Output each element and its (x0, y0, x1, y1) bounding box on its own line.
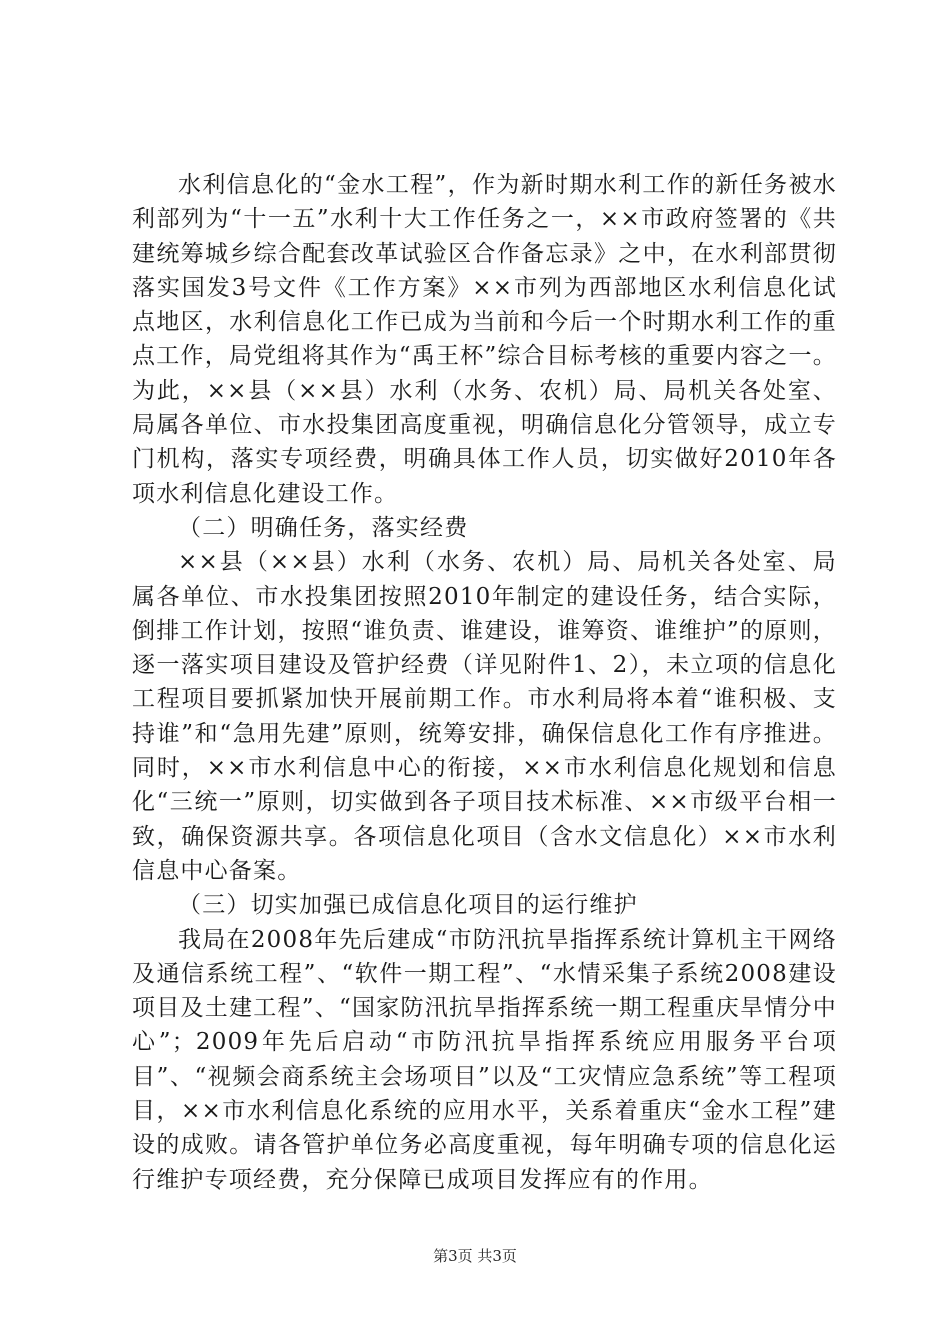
paragraph-intro: 水利信息化的“金水工程”，作为新时期水利工作的新任务被水利部列为“十一五”水利十大工作任务之一，××市政府签署的《共建统筹城乡综合配套改革试验区合作备忘录》之中，在水利部贯彻落实国发3号文件《工作方案》××市列为西部地区水利信息化试点地区，水利信息化工作已成为当前和今后一个时期水利工作的重点工作，局党组将其作为“禹王杯”综合目标考核的重要内容之一。为此，××县（××县）水利（水务、农机）局、局机关各处室、局属各单位、市水投集团高度重视，明确信息化分管领导，成立专门机构，落实专项经费，明确具体工作人员，切实做好2010年各项水利信息化建设工作。 (132, 172, 837, 507)
body-text (132, 168, 837, 1197)
page-number-footer: 第3页 共3页 (433, 1247, 517, 1265)
paragraph-section-2: ××县（××县）水利（水务、农机）局、局机关各处室、局属各单位、市水投集团按照2010年制定的建设任务，结合实际，倒排工作计划，按照“谁负责、谁建设，谁筹资、谁维护”的原则，逐一落实项目建设及管护经费（详见附件1、2），未立项的信息化工程项目要抓紧加快开展前期工作。市水利局将本着“谁积极、支持谁”和“急用先建”原则，统筹安排，确保信息化工作有序推进。同时，××市水利信息中心的衔接，××市水利信息化规划和信息化“三统一”原则，切实做到各子项目技术标准、××市级平台相一致，确保资源共享。各项信息化项目（含水文信息化）××市水利信息中心备案。 (132, 549, 837, 884)
paragraph-section-3: 我局在2008年先后建成“市防汛抗旱指挥系统计算机主干网络及通信系统工程”、“软件一期工程”、“水情采集子系统2008建设项目及土建工程”、“国家防汛抗旱指挥系统一期工程重庆旱情分中心”；2009年先后启动“市防汛抗旱指挥系统应用服务平台项目”、“视频会商系统主会场项目”以及“工灾情应急系统”等工程项目，××市水利信息化系统的应用水平，关系着重庆“金水工程”建设的成败。请各管护单位务必高度重视，每年明确专项的信息化运行维护专项经费，充分保障已成项目发挥应有的作用。 (132, 926, 837, 1193)
section-heading-2: （二）明确任务，落实经费 (178, 514, 469, 541)
section-heading-3: （三）切实加强已成信息化项目的运行维护 (178, 892, 638, 919)
